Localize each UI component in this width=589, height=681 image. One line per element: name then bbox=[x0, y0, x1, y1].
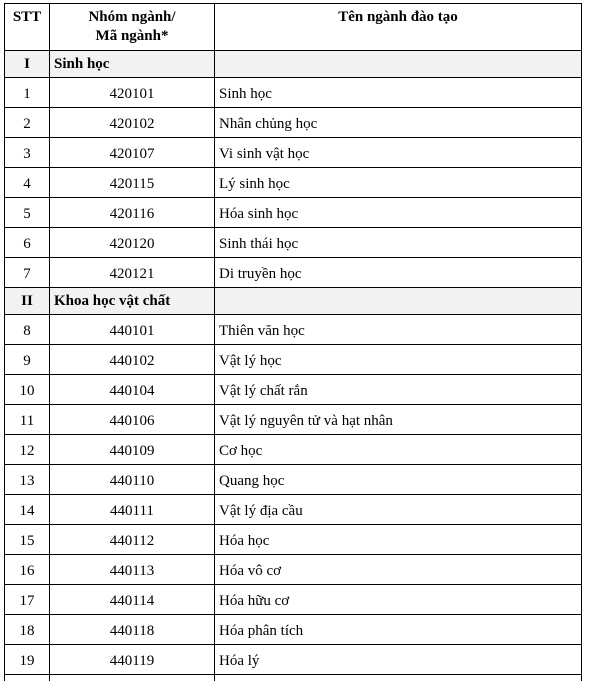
row-stt: 13 bbox=[5, 465, 50, 495]
table-row bbox=[5, 555, 582, 585]
row-code: 440114 bbox=[50, 585, 215, 615]
table-row bbox=[5, 198, 582, 228]
table-row bbox=[5, 405, 582, 435]
header-group-code-line2: Mã ngành* bbox=[54, 27, 210, 46]
row-code: 440106 bbox=[50, 405, 215, 435]
table-row bbox=[5, 375, 582, 405]
row-stt: 2 bbox=[5, 108, 50, 138]
partial-cell bbox=[5, 675, 50, 681]
row-stt: 14 bbox=[5, 495, 50, 525]
section-empty-cell bbox=[215, 51, 582, 78]
row-code: 420121 bbox=[50, 258, 215, 288]
programs-table bbox=[4, 3, 582, 681]
row-stt: 16 bbox=[5, 555, 50, 585]
table-row bbox=[5, 315, 582, 345]
row-stt: 9 bbox=[5, 345, 50, 375]
row-code: 440109 bbox=[50, 435, 215, 465]
row-code: 420120 bbox=[50, 228, 215, 258]
row-stt: 7 bbox=[5, 258, 50, 288]
row-program-name: Vi sinh vật học bbox=[215, 138, 582, 168]
table-row-partial bbox=[5, 675, 582, 681]
row-code: 420116 bbox=[50, 198, 215, 228]
row-stt: 11 bbox=[5, 405, 50, 435]
row-code: 420102 bbox=[50, 108, 215, 138]
table-header-row bbox=[5, 4, 582, 51]
row-program-name: Hóa hữu cơ bbox=[215, 585, 582, 615]
row-program-name: Nhân chủng học bbox=[215, 108, 582, 138]
row-program-name: Sinh học bbox=[215, 78, 582, 108]
row-code: 420115 bbox=[50, 168, 215, 198]
row-program-name: Hóa sinh học bbox=[215, 198, 582, 228]
row-program-name: Vật lý địa cầu bbox=[215, 495, 582, 525]
row-stt: 8 bbox=[5, 315, 50, 345]
row-stt: 15 bbox=[5, 525, 50, 555]
table-row bbox=[5, 525, 582, 555]
section-title: Khoa học vật chất bbox=[50, 288, 215, 315]
row-stt: 5 bbox=[5, 198, 50, 228]
table-row bbox=[5, 258, 582, 288]
section-row bbox=[5, 288, 582, 315]
row-stt: 12 bbox=[5, 435, 50, 465]
row-program-name: Quang học bbox=[215, 465, 582, 495]
row-code: 440110 bbox=[50, 465, 215, 495]
row-stt: 10 bbox=[5, 375, 50, 405]
row-code: 420107 bbox=[50, 138, 215, 168]
table-row bbox=[5, 465, 582, 495]
row-program-name: Thiên văn học bbox=[215, 315, 582, 345]
row-program-name: Sinh thái học bbox=[215, 228, 582, 258]
section-title: Sinh học bbox=[50, 51, 215, 78]
row-stt: 17 bbox=[5, 585, 50, 615]
header-group-code-line1: Nhóm ngành/ bbox=[54, 8, 210, 27]
row-program-name: Hóa phân tích bbox=[215, 615, 582, 645]
table-row bbox=[5, 78, 582, 108]
row-program-name: Di truyền học bbox=[215, 258, 582, 288]
row-stt: 1 bbox=[5, 78, 50, 108]
table-row bbox=[5, 228, 582, 258]
table-row bbox=[5, 435, 582, 465]
row-program-name: Hóa vô cơ bbox=[215, 555, 582, 585]
table-row bbox=[5, 108, 582, 138]
section-number: I bbox=[5, 51, 50, 78]
row-code: 440102 bbox=[50, 345, 215, 375]
header-group-code bbox=[50, 4, 215, 51]
row-program-name: Cơ học bbox=[215, 435, 582, 465]
row-code: 440113 bbox=[50, 555, 215, 585]
section-number: II bbox=[5, 288, 50, 315]
table-body bbox=[5, 51, 582, 681]
header-program-name: Tên ngành đào tạo bbox=[215, 4, 582, 51]
row-stt: 19 bbox=[5, 645, 50, 675]
section-row bbox=[5, 51, 582, 78]
row-stt: 3 bbox=[5, 138, 50, 168]
row-program-name: Vật lý chất rắn bbox=[215, 375, 582, 405]
table-row bbox=[5, 645, 582, 675]
partial-cell bbox=[50, 675, 215, 681]
table-row bbox=[5, 345, 582, 375]
header-stt: STT bbox=[5, 4, 50, 51]
table-row bbox=[5, 168, 582, 198]
row-code: 440101 bbox=[50, 315, 215, 345]
row-stt: 18 bbox=[5, 615, 50, 645]
row-program-name: Vật lý nguyên tử và hạt nhân bbox=[215, 405, 582, 435]
table-row bbox=[5, 138, 582, 168]
table-row bbox=[5, 585, 582, 615]
row-stt: 4 bbox=[5, 168, 50, 198]
section-empty-cell bbox=[215, 288, 582, 315]
row-code: 440112 bbox=[50, 525, 215, 555]
row-code: 440111 bbox=[50, 495, 215, 525]
row-program-name: Lý sinh học bbox=[215, 168, 582, 198]
table-row bbox=[5, 615, 582, 645]
table-row bbox=[5, 495, 582, 525]
row-program-name: Hóa lý bbox=[215, 645, 582, 675]
row-program-name: Hóa học bbox=[215, 525, 582, 555]
row-code: 440119 bbox=[50, 645, 215, 675]
partial-cell bbox=[215, 675, 582, 681]
row-program-name: Vật lý học bbox=[215, 345, 582, 375]
row-code: 420101 bbox=[50, 78, 215, 108]
row-stt: 6 bbox=[5, 228, 50, 258]
row-code: 440104 bbox=[50, 375, 215, 405]
row-code: 440118 bbox=[50, 615, 215, 645]
